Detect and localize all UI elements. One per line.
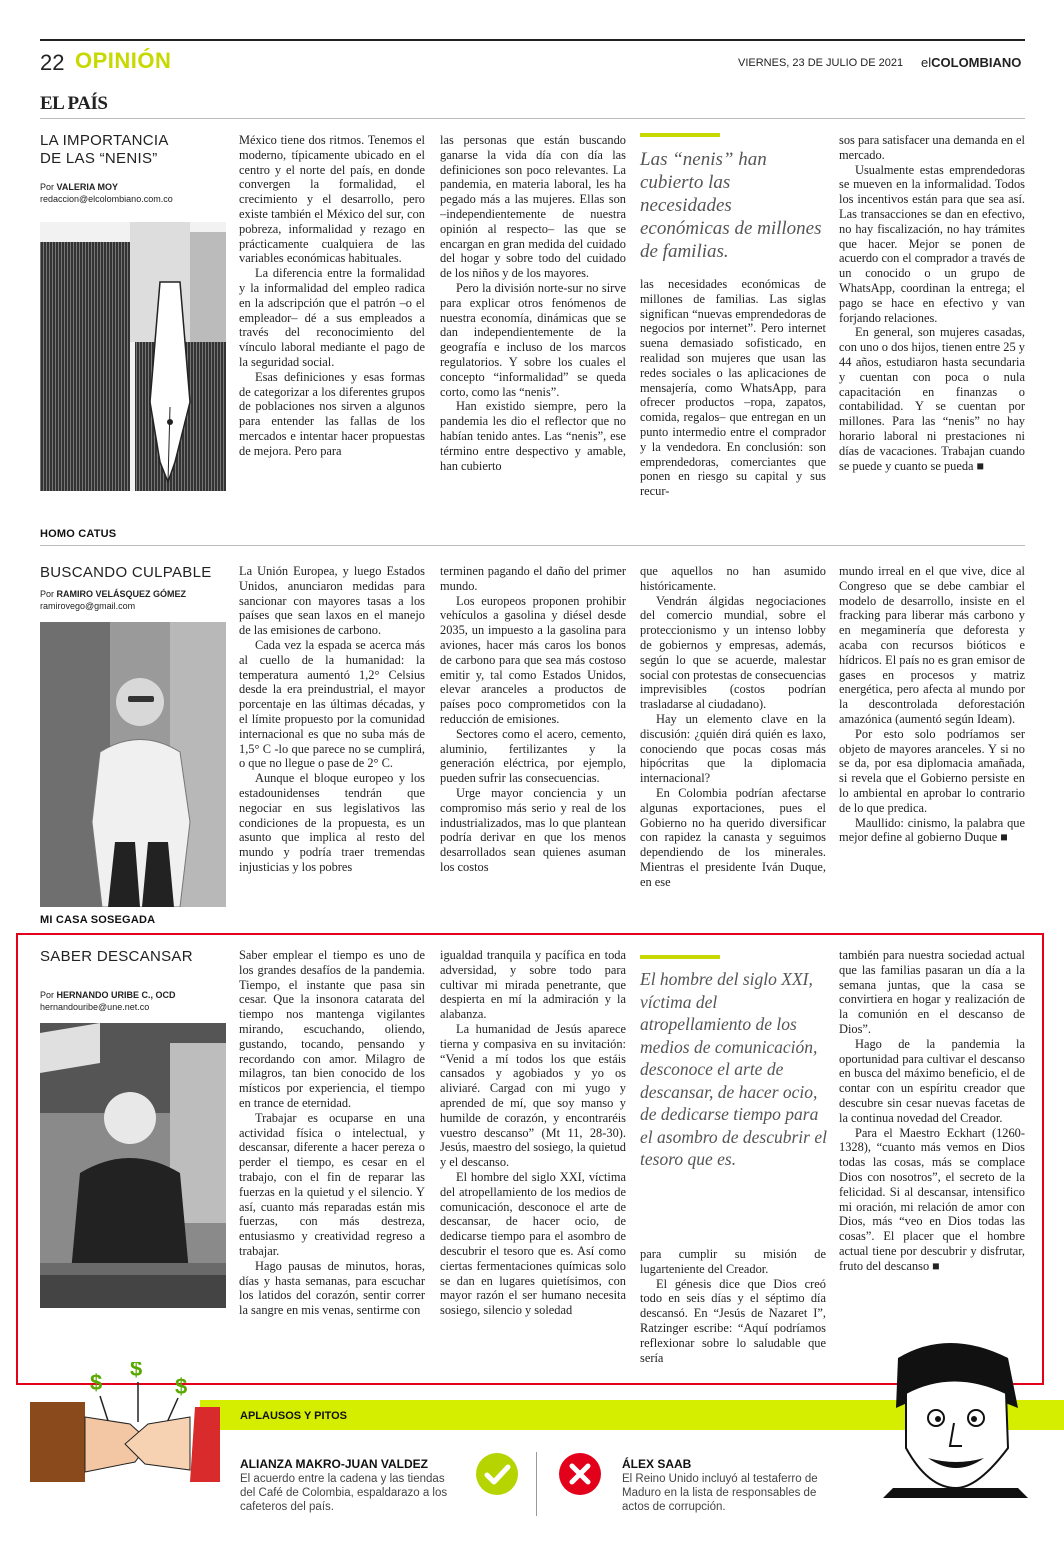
- article2-col1: La Unión Europea, y luego Estados Unidos, anunciaron medidas para sancionar con mayores tasas a los países que sean laxos en el manejo de las emisiones de carbono. Cada vez la espada se acerca más al cuello de la humanidad: la temperatura aumentó 1,2° Celsius desde la era preindustrial, el mayor porcentaje en las últimas décadas, y el límite propuesto por la comunidad internacional es que no suba más de 1,5° C -lo que parece no se cumplirá, o que no llegue o pase de 2° C. Aunque el bloque europeo y los estadounidenses tendrán que negociar en sus legislativos las condiciones de la propuesta, es un asunto que implica al resto del mundo y podría traer tremendas injusticias y los pobres: [239, 564, 425, 874]
- article1-col3: las necesidades económicas de millones de familias. Las siglas significan “nuevas emprendedoras de negocios por internet”. Pero internet suena demasiado sofisticado, en realidad son mujeres que usan las redes sociales o las aplicaciones de mensajería, como WhatsApp, para ofrecer productos –ropa, zapatos, comida, regalos– que entregan en un punto intermedio entre el comprador y la vendedora. En conclusión: son emprendedoras, comerciantes que ponen en riesgo su capital y sus recur-: [640, 277, 826, 499]
- article1-pull-bar: [640, 133, 720, 137]
- section-name: OPINIÓN: [75, 48, 172, 73]
- check-icon: [475, 1452, 519, 1496]
- article3-kicker: MI CASA SOSEGADA: [40, 914, 156, 926]
- article3-pull-bar: [640, 955, 720, 959]
- article1-email: redaccion@elcolombiano.com.co: [40, 194, 173, 204]
- article1-byline: Por VALERIA MOY redaccion@elcolombiano.com.co: [40, 182, 173, 204]
- article3-author-photo: [40, 1023, 226, 1308]
- cross-icon: [558, 1452, 602, 1496]
- svg-text:$: $: [130, 1362, 143, 1381]
- aplausos-divider: [536, 1452, 537, 1516]
- aplausos-title: APLAUSOS Y PITOS: [240, 1410, 347, 1422]
- article2-title: BUSCANDO CULPABLE: [40, 564, 212, 581]
- article3-col1: Saber emplear el tiempo es uno de los grandes desafíos de la pandemia. Tiempo, el instante que pasa sin cesar. Que la insonora catarata del tiempo nos mantenga vigilantes mirando, escuchando, oliendo, gustando, tocando, pensando y recordando con amor. Milagro de milagros, tan bien conocido de los místicos por experiencia, el tiempo en trance de eternidad. Trabajar es ocuparse en una actividad física o intelectual, y descansar, diferente a hacer pereza o perder el tiempo, es cesar en el trabajo, con el fin de reparar las fuerzas en la quietud y el silencio. Y así, cuanto más reparadas están mis fuerzas, con más destreza, entusiasmo y creatividad regreso a trabajar. Hago pausas de minutos, horas, días y hasta semanas, para escuchar los latidos del corazón, sentir correr la sangre en mis venas, sentirme con: [239, 948, 425, 1318]
- article3-pull-quote: El hombre del siglo XXI, víctima del atropellamiento de los medios de comunicación, desconoce el arte de descansar, de hacer ocio, de dedicarse tiempo para el asombro de descubrir el tesoro que es.: [640, 969, 827, 1169]
- article3-col3: para cumplir su misión de lugarteniente del Creador. El génesis dice que Dios creó todo en seis días y el séptimo día descansó. En “Jesús de Nazaret I”, Ratzinger escribe: “Aquí podríamos reflexionar sobre lo saludable que sería: [640, 1247, 826, 1365]
- article2-kicker: HOMO CATUS: [40, 528, 117, 540]
- aplauso-name: ALIANZA MAKRO-JUAN VALDEZ: [240, 1457, 428, 1471]
- article2-col2: terminen pagando el daño del primer mundo. Los europeos proponen prohibir vehículos a gasolina y diésel desde 2035, un impuesto a la gasolina para aviones, hacer más caros los bonos de carbono para que sea más costoso emitir y, tal como Estados Unidos, elevar aranceles a productos de países poco comprometidos con la reducción de emisiones. Sectores como el acero, cemento, aluminio, fertilizantes y la generación eléctrica, por ejemplo, pueden sufrir las consecuencias. Urge mayor conciencia y un compromiso más serio y real de los industrializados, mas lo que plantean podría derivar en que los menos desarrollados sean quienes asuman los costos: [440, 564, 626, 874]
- article2-col3: que aquellos no han asumido históricamente. Vendrán álgidas negociaciones del comercio mundial, sobre el proteccionismo y un intenso lobby de gobiernos y empresas, además, según lo que se acuerde, malestar social con protestas de consecuencias imprevisibles (costos podrían trasladarse al ciudadano). Hay un elemento clave en la discusión: ¿quién dirá quién es laxo, conociendo que pocas cosas más hipócritas que la diplomacia internacional? En Colombia podrían afectarse algunas exportaciones, pues el Gobierno no ha querido diversificar con rapidez la canasta y seguimos dependiendo de los minerales. Mientras el presidente Iván Duque, en ese: [640, 564, 826, 889]
- article1-pull-quote: Las “nenis” han cubierto las necesidades económicas de millones de familias.: [640, 149, 822, 262]
- brand-logo: elCOLOMBIANO: [921, 55, 1022, 70]
- article3-email: hernandouribe@une.net.co: [40, 1002, 150, 1012]
- article2-author-photo: [40, 622, 226, 907]
- pito-name: ÁLEX SAAB: [622, 1457, 692, 1471]
- article1-col1: México tiene dos ritmos. Tenemos el moderno, típicamente ubicado en el centro y el norte del país, en donde convergen la formalidad, el crecimiento y el desarrollo, pero existe también el México del sur, con pobreza, informalidad y rezago en prácticamente cualquiera de las variables económicas habituales. La diferencia entre la formalidad y la informalidad del empleo radica en la adscripción que el patrón –o el empleador– dé a sus empleados a través del reconocimiento del vínculo laboral mediante el pago de la seguridad social. Esas definiciones y esas formas de categorizar a los diferentes grupos de poblaciones nos sirven a algunos para entender las fallas de los mercados e intentar hacer propuestas de mejora. Pero para: [239, 133, 425, 458]
- caricature-icon: [858, 1338, 1058, 1498]
- article1-col2: las personas que están buscando ganarse la vida día con día las definiciones son poco relevantes. La pandemia, en materia laboral, les ha pegado más a las mujeres. Ellas son –independientemente de nuestra opinión al respecto– las que se encargan en gran medida del cuidado del hogar y sobre todo del cuidado de los niños y de los mayores. Pero la división norte-sur no sirve para explicar otros fenómenos de nuestra economía, dinámicas que se dan independientemente de la geografía e incluso de los marcos regulatorios. Y sobre los cuales el concepto “informalidad” se queda corto, como las “nenis”. Han existido siempre, pero la pandemia les dio el reflector que no habían tenido antes. Las “nenis”, ese término entre despectivo y amable, han cubierto: [440, 133, 626, 473]
- top-rule: [40, 39, 1025, 41]
- svg-text:$: $: [90, 1370, 103, 1395]
- partner-logo: EL PAÍS: [40, 93, 108, 114]
- article1-col4: sos para satisfacer una demanda en el mercado. Usualmente estas emprendedoras se mueven en la informalidad. Todos los incentivos están para que sea así. Las transacciones se dan en efectivo, no hay fiscalización, no hay trámites que hacer. Mejor se ponen de acuerdo con el comprador a través de un conocido o un grupo de WhatsApp, coordinan la entrega; el pago se hace en efectivo y van forjando relaciones. En general, son mujeres casadas, con uno o dos hijos, tienen entre 25 y 44 años, estudiaron hasta secundaria y cuentan con poca o nula capacitación en finanzas o contabilidad. Y se cuentan por millones. Para las “nenis” no hay horario laboral ni prestaciones ni días de vacaciones. Trabajan cuando se puede y cuanto se pueda ■: [839, 133, 1025, 473]
- handshake-icon: [30, 1362, 230, 1512]
- aplauso-text: El acuerdo entre la cadena y las tiendas del Café de Colombia, espaldarazo a los cafeteros del país.: [240, 1473, 448, 1513]
- article3-byline: Por HERNANDO URIBE C., OCD hernandouribe@une.net.co: [40, 990, 176, 1012]
- article2-col4: mundo irreal en el que vive, dice al Congreso que se debe cambiar el modelo de desarrollo, insiste en el fracking para liberar más carbono y en megaminería que deforesta y acaba con recursos bióticos e hídricos. El país no es gran emisor de gases en procesos y matriz energética, pero afecta al mundo por la descontrolada deforestación amazónica (aumentó según Ideam). Por esto solo podríamos ser objeto de mayores aranceles. Y si no se da, por esa diplomacia amañada, si revela que el Gobierno persiste en lo ambiental en aprobar lo contrario de lo que predica. Maullido: cinismo, la palabra que mejor define al gobierno Duque ■: [839, 564, 1025, 845]
- article3-col2: igualdad tranquila y pacífica en toda adversidad, y sobre todo para cultivar mi mirada penetrante, que despierta en mí la admiración y la alabanza. La humanidad de Jesús aparece tierna y compasiva en su invitación: “Venid a mí todos los que estáis cansados y agobiados y yo os aliviaré. Cargad con mi yugo y aprended de mí, que soy manso y humilde de corazón, y encontraréis vuestro descanso” (Mt 11, 28-30). Jesús, maestro del sosiego, la quietud y el descanso. El hombre del siglo XXI, víctima del atropellamiento de los medios de comunicación, desconoce el arte de descansar, de hacer ocio, de dedicarse tiempo para el asombro de descubrir el tesoro que es. Así como ciertas fermentaciones químicas solo se dan en lugares quietísimos, con mayor razón el ser humano necesita sosiego, silencio y soledad: [440, 948, 626, 1318]
- pito-text: El Reino Unido incluyó al testaferro de Maduro en la lista de responsables de actos de corrupción.: [622, 1473, 818, 1513]
- page-number: 22: [40, 50, 65, 75]
- issue-date: VIERNES, 23 DE JULIO DE 2021: [738, 57, 904, 69]
- article3-col4: también para nuestra sociedad actual que las familias pasaran un día a la semana juntas, que la casa se convirtiera en hogar y realización de la comunión en el descanso de Dios”. Hago de la pandemia la oportunidad para cultivar el descanso en busca del máximo beneficio, el de contar con un espíritu creador que descubre sin cesar nuevas facetas de la continua novedad del Creador. Para el Maestro Eckhart (1260-1328), “cuanto más vemos en Dios todas las cosas, más se complace Dios con nosotros”, el secreto de la felicidad. Si al descansar, intensifico mi oración, mi relación de amor con Dios, más “veo en Dios todas las cosas”. El placer que el hombre actual tiene por descubrir y disfrutar, fruto del descanso ■: [839, 948, 1025, 1273]
- article2-byline: Por RAMIRO VELÁSQUEZ GÓMEZ ramirovego@gmail.com: [40, 589, 187, 611]
- article1-title: LA IMPORTANCIA DE LAS “NENIS”: [40, 132, 169, 167]
- article3-title: SABER DESCANSAR: [40, 948, 193, 965]
- article1-illustration: [40, 222, 226, 491]
- svg-text:$: $: [175, 1374, 188, 1399]
- article2-divider: [40, 545, 1025, 546]
- article2-email: ramirovego@gmail.com: [40, 601, 136, 611]
- header-divider: [40, 118, 1025, 119]
